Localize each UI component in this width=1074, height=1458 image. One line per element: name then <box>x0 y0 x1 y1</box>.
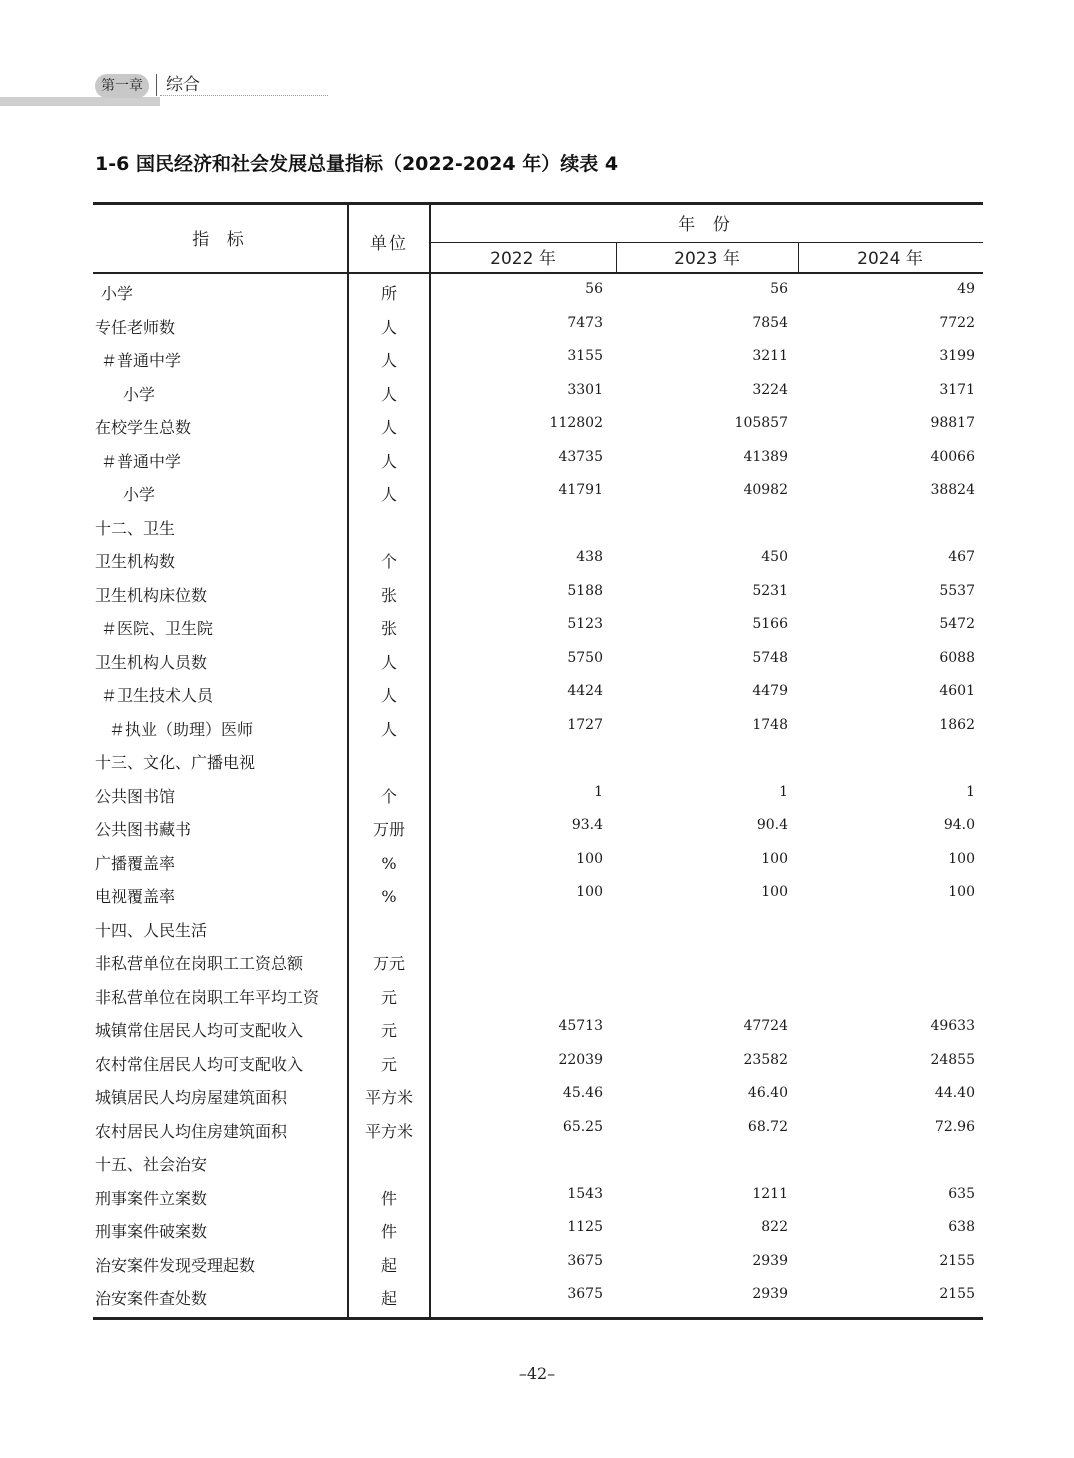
table-section-row <box>93 512 983 546</box>
table-row <box>93 579 983 613</box>
unit-cell: 人 <box>380 686 397 705</box>
value-cell-2022 <box>433 1144 603 1178</box>
value-cell-2022: 1543 <box>567 1185 603 1202</box>
unit-cell: 平方米 <box>364 1121 413 1141</box>
value-cell-2022: 5123 <box>567 616 603 632</box>
table-section-row <box>93 1148 983 1182</box>
value-cell-2023 <box>618 1144 788 1178</box>
value-cell-2023: 68.72 <box>747 1118 788 1135</box>
value-cell-2022: 112802 <box>549 415 603 431</box>
indicator-label: 小学 <box>123 384 156 404</box>
value-cell-2024: 49633 <box>930 1018 975 1034</box>
value-cell-2024: 100 <box>948 884 975 900</box>
page-title: 1-6 国民经济和社会发展总量指标（2022-2024 年）续表 4 <box>95 153 619 175</box>
value-cell-2023: 23582 <box>743 1051 788 1068</box>
indicator-label: ＃医院、卫生院 <box>101 619 214 638</box>
unit-cell: 万元 <box>372 954 405 973</box>
section-heading: 十三、文化、广播电视 <box>95 753 256 772</box>
table-row <box>93 612 983 646</box>
value-cell-2024: 5537 <box>939 582 975 599</box>
value-cell-2023 <box>618 943 788 977</box>
year-group-rule <box>431 242 983 243</box>
value-cell-2022: 43735 <box>558 448 603 465</box>
table-row <box>93 545 983 579</box>
value-cell-2024: 72.96 <box>934 1118 975 1135</box>
indicator-label: ＃普通中学 <box>101 451 182 471</box>
value-cell-2022: 45.46 <box>562 1085 603 1101</box>
value-cell-2023: 41389 <box>743 448 788 465</box>
value-cell-2023: 2939 <box>752 1286 788 1302</box>
table-row <box>93 847 983 881</box>
value-cell-2023: 822 <box>761 1219 788 1235</box>
value-cell-2024: 100 <box>948 850 975 867</box>
indicator-label: 卫生机构人员数 <box>95 652 208 672</box>
indicator-label: 卫生机构数 <box>95 552 176 571</box>
value-cell-2023: 47724 <box>743 1018 788 1034</box>
value-cell-2024: 40066 <box>930 448 975 465</box>
value-cell-2024: 94.0 <box>943 817 975 833</box>
value-cell-2024: 7722 <box>939 314 975 331</box>
table-row <box>93 1115 983 1149</box>
table-row <box>93 1282 983 1316</box>
indicator-label: 公共图书馆 <box>95 786 176 806</box>
indicator-label: 非私营单位在岗职工年平均工资 <box>95 987 320 1007</box>
table-row <box>93 1048 983 1082</box>
indicator-label: 治安案件发现受理起数 <box>95 1255 256 1275</box>
header-unit: 单位 <box>370 234 408 254</box>
indicator-label: 公共图书藏书 <box>95 820 192 839</box>
indicator-label: 电视覆盖率 <box>95 887 176 906</box>
value-cell-2022 <box>433 943 603 977</box>
value-cell-2022 <box>433 977 603 1011</box>
unit-cell: 人 <box>380 351 397 370</box>
value-cell-2024: 2155 <box>939 1252 975 1269</box>
value-cell-2023 <box>618 508 788 542</box>
value-cell-2023: 450 <box>761 549 788 565</box>
header-years-group: 年 份 <box>678 215 736 235</box>
value-cell-2022: 100 <box>576 884 603 900</box>
value-cell-2023 <box>618 742 788 776</box>
unit-cell: % <box>381 853 397 873</box>
indicator-label: 农村常住居民人均可支配收入 <box>95 1054 304 1074</box>
table-row <box>93 411 983 445</box>
unit-cell <box>349 914 429 948</box>
table-section-row <box>93 914 983 948</box>
value-cell-2023: 56 <box>770 281 788 297</box>
indicator-label: 专任老师数 <box>95 317 176 337</box>
value-cell-2022: 3155 <box>567 348 603 364</box>
value-cell-2022: 5188 <box>567 582 603 599</box>
indicator-label: 农村居民人均住房建筑面积 <box>95 1121 288 1141</box>
table-row <box>93 1215 983 1249</box>
value-cell-2024: 1862 <box>939 716 975 733</box>
value-cell-2023: 46.40 <box>747 1085 788 1101</box>
value-cell-2024: 3199 <box>939 348 975 364</box>
value-cell-2024: 467 <box>948 549 975 565</box>
table-row <box>93 981 983 1015</box>
value-cell-2023: 5748 <box>752 649 788 666</box>
indicator-label: 广播覆盖率 <box>95 853 176 873</box>
value-cell-2023: 5166 <box>752 616 788 632</box>
value-cell-2023: 100 <box>761 884 788 900</box>
table-row <box>93 880 983 914</box>
indicator-label: ＃执业（助理）医师 <box>109 719 254 739</box>
value-cell-2023: 100 <box>761 850 788 867</box>
table-row <box>93 1081 983 1115</box>
value-cell-2024: 3171 <box>939 381 975 398</box>
unit-cell <box>349 512 429 546</box>
table-row <box>93 311 983 345</box>
unit-cell: 张 <box>380 585 397 605</box>
unit-cell: 人 <box>380 418 397 437</box>
section-heading: 十五、社会治安 <box>95 1155 208 1174</box>
unit-cell: 件 <box>380 1222 397 1241</box>
unit-cell: 人 <box>380 451 397 471</box>
value-cell-2024: 98817 <box>930 415 975 431</box>
unit-cell: 件 <box>380 1188 397 1208</box>
table-bottom-rule <box>93 1317 983 1320</box>
value-cell-2022: 1125 <box>567 1219 603 1235</box>
table-row <box>93 478 983 512</box>
table-row <box>93 1014 983 1048</box>
value-cell-2022: 5750 <box>567 649 603 666</box>
table-row <box>93 277 983 311</box>
value-cell-2023: 4479 <box>752 683 788 699</box>
section-heading: 十四、人民生活 <box>95 920 208 940</box>
unit-cell: 起 <box>380 1255 397 1275</box>
table-body <box>93 277 983 1316</box>
value-cell-2023: 1211 <box>752 1185 788 1202</box>
indicator-label: 在校学生总数 <box>95 418 192 437</box>
value-cell-2022: 3301 <box>567 381 603 398</box>
value-cell-2024 <box>805 1144 975 1178</box>
table-row <box>93 378 983 412</box>
unit-cell: 个 <box>380 786 397 806</box>
value-cell-2023: 5231 <box>752 582 788 599</box>
value-cell-2022: 1727 <box>567 716 603 733</box>
unit-cell: 元 <box>380 1021 397 1040</box>
unit-cell: 人 <box>380 485 397 504</box>
value-cell-2023: 105857 <box>734 415 788 431</box>
value-cell-2023: 40982 <box>743 482 788 498</box>
indicator-label: ＃普通中学 <box>101 351 182 370</box>
unit-cell: 人 <box>380 317 397 337</box>
unit-cell: 万册 <box>372 820 405 839</box>
indicator-label: 小学 <box>101 284 134 303</box>
page-number: –42– <box>518 1364 556 1383</box>
indicator-label: 非私营单位在岗职工工资总额 <box>95 954 304 973</box>
unit-cell: 张 <box>380 619 397 638</box>
unit-cell <box>349 1148 429 1182</box>
unit-cell: 元 <box>380 1054 397 1074</box>
unit-cell: % <box>381 887 397 906</box>
unit-cell: 平方米 <box>364 1088 413 1107</box>
value-cell-2022: 438 <box>576 549 603 565</box>
header-year-2023: 2023 年 <box>674 249 740 269</box>
table-row <box>93 646 983 680</box>
indicator-label: 城镇常住居民人均可支配收入 <box>95 1021 304 1040</box>
value-cell-2022: 3675 <box>567 1286 603 1302</box>
year-column-divider <box>798 243 799 272</box>
value-cell-2024 <box>805 742 975 776</box>
value-cell-2024: 44.40 <box>934 1085 975 1101</box>
value-cell-2024 <box>805 943 975 977</box>
indicator-label: 卫生机构床位数 <box>95 585 208 605</box>
table-row <box>93 1182 983 1216</box>
table-row <box>93 713 983 747</box>
indicator-label: 城镇居民人均房屋建筑面积 <box>95 1088 288 1107</box>
value-cell-2023: 2939 <box>752 1252 788 1269</box>
value-cell-2022: 93.4 <box>571 817 603 833</box>
value-cell-2024: 24855 <box>930 1051 975 1068</box>
value-cell-2022: 56 <box>585 281 603 297</box>
table-row <box>93 445 983 479</box>
value-cell-2024: 6088 <box>939 649 975 666</box>
value-cell-2023 <box>618 910 788 944</box>
unit-cell: 所 <box>380 284 397 303</box>
value-cell-2022: 7473 <box>567 314 603 331</box>
table-row <box>93 679 983 713</box>
value-cell-2023: 1748 <box>752 716 788 733</box>
value-cell-2024: 4601 <box>939 683 975 699</box>
value-cell-2023: 7854 <box>752 314 788 331</box>
value-cell-2024 <box>805 508 975 542</box>
value-cell-2023: 3211 <box>752 348 788 364</box>
value-cell-2024: 1 <box>966 783 975 800</box>
unit-cell: 人 <box>380 652 397 672</box>
indicator-label: ＃卫生技术人员 <box>101 686 214 705</box>
value-cell-2024: 38824 <box>930 482 975 498</box>
table-row <box>93 947 983 981</box>
unit-cell: 人 <box>380 384 397 404</box>
value-cell-2024: 635 <box>948 1185 975 1202</box>
unit-cell: 起 <box>380 1289 397 1308</box>
value-cell-2024 <box>805 910 975 944</box>
unit-cell: 元 <box>380 987 397 1007</box>
value-cell-2024: 2155 <box>939 1286 975 1302</box>
value-cell-2023: 1 <box>779 783 788 800</box>
value-cell-2023 <box>618 977 788 1011</box>
unit-cell: 个 <box>380 552 397 571</box>
value-cell-2022: 1 <box>594 783 603 800</box>
header-year-2024: 2024 年 <box>857 249 923 269</box>
indicator-label: 小学 <box>123 485 156 504</box>
value-cell-2022: 41791 <box>558 482 603 498</box>
table-row <box>93 344 983 378</box>
value-cell-2023: 90.4 <box>756 817 788 833</box>
value-cell-2022: 4424 <box>567 683 603 699</box>
indicator-label: 刑事案件破案数 <box>95 1222 208 1241</box>
table-top-rule <box>93 202 983 205</box>
chapter-badge: 第一章 <box>95 74 149 98</box>
value-cell-2022: 100 <box>576 850 603 867</box>
value-cell-2022 <box>433 742 603 776</box>
value-cell-2023: 3224 <box>752 381 788 398</box>
table-row <box>93 1249 983 1283</box>
unit-cell <box>349 746 429 780</box>
unit-cell: 人 <box>380 719 397 739</box>
value-cell-2022 <box>433 910 603 944</box>
value-cell-2022 <box>433 508 603 542</box>
value-cell-2022: 65.25 <box>562 1118 603 1135</box>
value-cell-2024: 638 <box>948 1219 975 1235</box>
section-heading: 十二、卫生 <box>95 518 176 538</box>
header-band <box>0 97 160 106</box>
value-cell-2024 <box>805 977 975 1011</box>
value-cell-2024: 49 <box>957 281 975 297</box>
value-cell-2022: 22039 <box>558 1051 603 1068</box>
table-row <box>93 780 983 814</box>
value-cell-2024: 5472 <box>939 616 975 632</box>
header-indicator: 指 标 <box>192 230 250 250</box>
indicator-label: 刑事案件立案数 <box>95 1188 208 1208</box>
header-year-2022: 2022 年 <box>490 249 556 269</box>
chapter-section-title: 综合 <box>166 75 200 95</box>
table-section-row <box>93 746 983 780</box>
table-row <box>93 813 983 847</box>
value-cell-2022: 3675 <box>567 1252 603 1269</box>
header-separator <box>156 74 157 96</box>
indicator-label: 治安案件查处数 <box>95 1289 208 1308</box>
value-cell-2022: 45713 <box>558 1018 603 1034</box>
